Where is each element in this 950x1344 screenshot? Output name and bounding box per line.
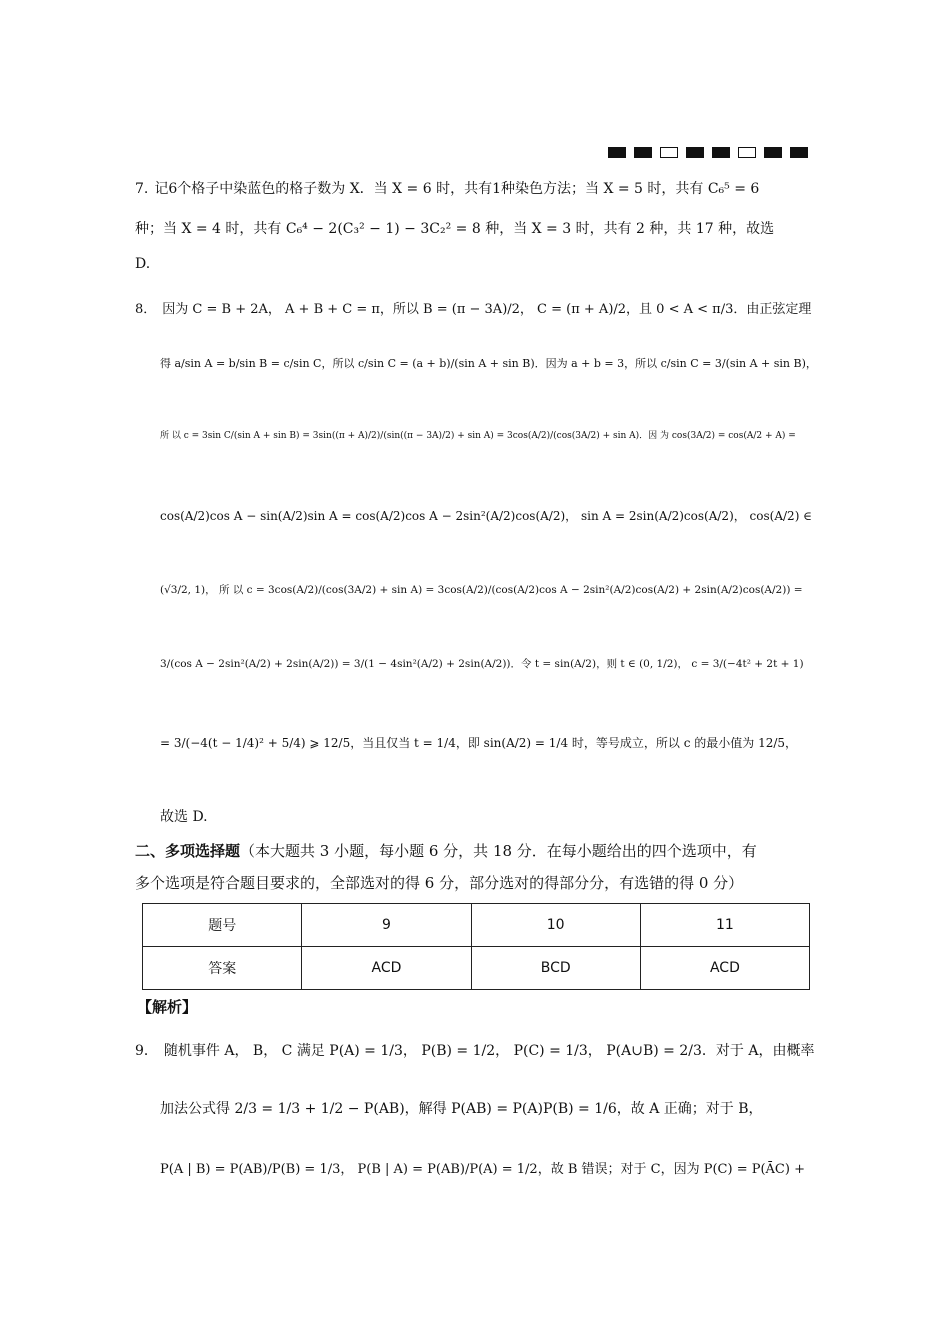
table-cell: BCD [471, 947, 640, 990]
section-2-note-1: （本大题共 3 小题，每小题 6 分，共 18 分．在每小题给出的四个选项中，有 [240, 842, 757, 860]
table-cell: 10 [471, 904, 640, 947]
table-cell: ACD [640, 947, 809, 990]
q9-line-2: 加法公式得 2/3 = 1/3 + 1/2 − P(AB)，解得 P(AB) = P(A)P(B) = 1/6，故 A 正确；对于 B， [160, 1101, 763, 1117]
header-decoration [608, 147, 808, 158]
q7-number: 7. [135, 181, 149, 197]
q8-text-1: 因为 C = B + 2A， A + B + C = π，所以 B = (π − 3A)/2， C = (π + A)/2，且 0 < A < π/3．由正弦定理 [162, 302, 812, 317]
q8-line-5: (√3/2, 1)， 所 以 c = 3cos(A/2)/(cos(3A/2) + sin A) = 3cos(A/2)/(cos(A/2)cos A − 2sin²(A/2)cos(A/2) + 2sin(A/2)cos(A/2)) = [160, 584, 803, 596]
q9-line-1 [135, 1040, 814, 1060]
header-mark-8 [790, 147, 808, 158]
q7-line-1 [135, 178, 759, 198]
q9-line-3: P(A | B) = P(AB)/P(B) = 1/3， P(B | A) = P(AB)/P(A) = 1/2，故 B 错误；对于 C，因为 P(C) = P(ĀC) + [160, 1162, 805, 1177]
q7-text-1: 记6个格子中染蓝色的格子数为 X．当 X = 6 时，共有1种染色方法；当 X = 5 时，共有 C₆⁵ = 6 [154, 181, 760, 197]
q7-line-3: D. [135, 256, 151, 272]
table-cell: 题号 [143, 904, 302, 947]
section-2-line-1 [135, 840, 757, 861]
q8-line-8: 故选 D. [160, 809, 208, 825]
q8-line-6: 3/(cos A − 2sin²(A/2) + 2sin(A/2)) = 3/(1 − 4sin²(A/2) + 2sin(A/2))．令 t = sin(A/2)，则 t ∈ (0, 1/2)， c = 3/(−4t² + 2t + 1) [160, 658, 804, 670]
header-mark-5 [712, 147, 730, 158]
header-mark-2 [634, 147, 652, 158]
header-mark-1 [608, 147, 626, 158]
table-cell: ACD [302, 947, 471, 990]
q9-number: 9． [135, 1043, 158, 1059]
table-cell: 11 [640, 904, 809, 947]
q8-line-7: = 3/(−4(t − 1/4)² + 5/4) ⩾ 12/5，当且仅当 t = 1/4，即 sin(A/2) = 1/4 时，等号成立，所以 c 的最小值为 12/5， [160, 736, 798, 750]
table-cell: 9 [302, 904, 471, 947]
q8-line-4: cos(A/2)cos A − sin(A/2)sin A = cos(A/2)cos A − 2sin²(A/2)cos(A/2)， sin A = 2sin(A/2)cos(A/2)， cos(A/2) ∈ [160, 509, 813, 523]
answer-table-row-answers [143, 947, 810, 990]
q7-line-2: 种；当 X = 4 时，共有 C₆⁴ − 2(C₃² − 1) − 3C₂² = 8 种，当 X = 3 时，共有 2 种，共 17 种，故选 [135, 221, 775, 237]
header-mark-7 [764, 147, 782, 158]
q8-number: 8． [135, 302, 157, 317]
header-mark-4 [686, 147, 704, 158]
q8-line-1 [135, 298, 811, 317]
header-mark-3 [660, 147, 678, 158]
q9-text-1: 随机事件 A， B， C 满足 P(A) = 1/3， P(B) = 1/2， P(C) = 1/3， P(A∪B) = 2/3．对于 A，由概率 [163, 1043, 815, 1059]
section-2-note-2: 多个选项是符合题目要求的，全部选对的得 6 分，部分选对的得部分分，有选错的得 0 分） [135, 874, 744, 892]
answer-table-row-header [143, 904, 810, 947]
q8-line-3: 所 以 c = 3sin C/(sin A + sin B) = 3sin((π + A)/2)/(sin((π − 3A)/2) + sin A) = 3cos(A/2)/(cos(3A/2) + sin A)．因 为 cos(3A/2) = cos(A/2 + A) = [160, 431, 796, 441]
answer-table [142, 903, 810, 990]
header-mark-6 [738, 147, 756, 158]
analysis-title: 【解析】 [137, 998, 198, 1016]
table-cell: 答案 [143, 947, 302, 990]
section-2-title: 二、多项选择题 [135, 842, 241, 860]
q8-line-2: 得 a/sin A = b/sin B = c/sin C，所以 c/sin C = (a + b)/(sin A + sin B)．因为 a + b = 3，所以 c/sin C = 3/(sin A + sin B)， [160, 357, 817, 370]
